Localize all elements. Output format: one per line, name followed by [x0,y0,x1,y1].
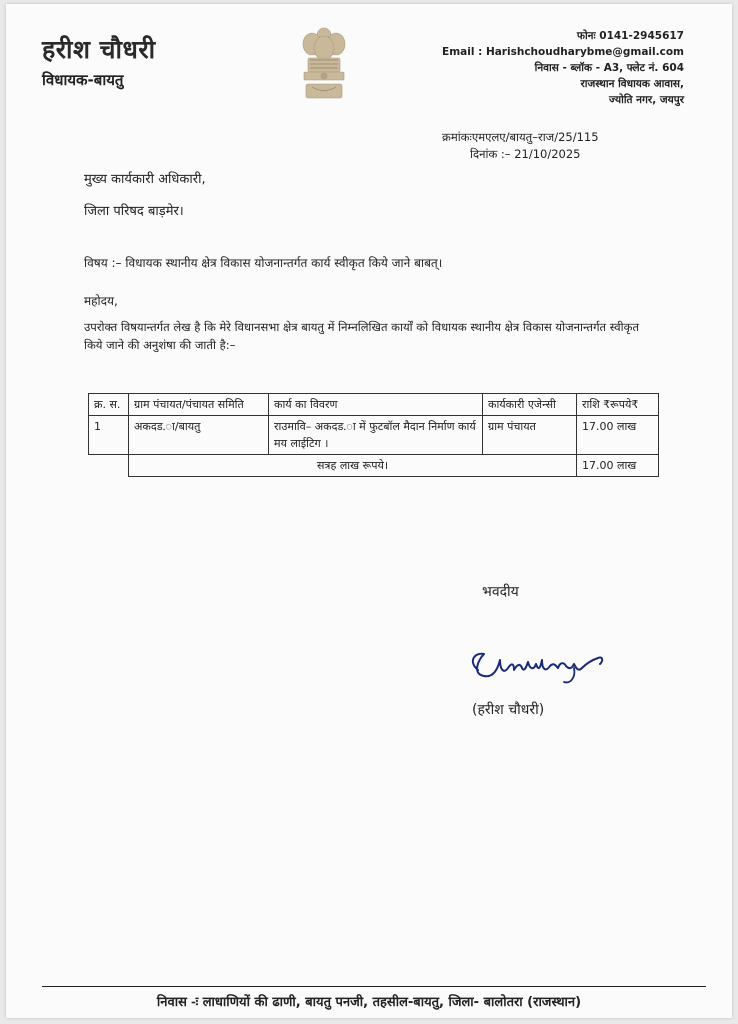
contact-block [442,28,684,108]
total-words: सत्रह लाख रूपये। [129,455,577,477]
footer-address: निवास -ः लाधाणियों की ढाणी, बायतु पनजी, तहसील-बायतु, जिला- बालोतरा (राजस्थान) [156,995,582,1010]
sender-designation: विधायक-बायतु [42,71,124,89]
total-amount: 17.00 लाख [577,455,659,477]
salutation: महोदय, [84,294,118,308]
reference-block [442,129,599,163]
cell-amount: 17.00 लाख [577,416,659,455]
header-work: कार्य का विवरण [269,394,483,416]
table-header-row [89,394,659,416]
contact-residence-line3: ज्योति नगर, जयपुर [609,94,684,106]
header-panchayat: ग्राम पंचायत/पंचायत समिति [129,394,269,416]
addressee-line1: मुख्य कार्यकारी अधिकारी, [84,172,206,187]
closing-regards: भवदीय [482,584,519,600]
cell-agency: ग्राम पंचायत [483,416,577,455]
cell-panchayat: अकदड.ा/बायतु [129,416,269,455]
cell-sno: 1 [89,416,129,455]
reference-number: क्रमांकःएमएलए/बायतु–राज/25/115 [442,130,599,144]
contact-residence-line1: निवास - ब्लॉक - A3, फ्लेट नं. 604 [534,62,684,74]
contact-phone: फोनः 0141-2945617 [576,30,684,42]
state-emblem-icon [294,26,354,102]
table-total-row [89,455,659,477]
subject-line: विषय :– विधायक स्थानीय क्षेत्र विकास योजनान्तर्गत कार्य स्वीकृत किये जाने बाबत्। [84,256,443,270]
addressee-block [84,164,206,228]
header-sno: क्र. स. [89,394,129,416]
sender-name: हरीश चौधरी [42,35,156,64]
signer-name: (हरीश चौधरी) [472,702,545,718]
works-table [88,393,659,477]
body-paragraph: उपरोक्त विषयान्तर्गत लेख है कि मेरे विधानसभा क्षेत्र बायतु में निम्नलिखित कार्यों को विधायक स्थानीय क्षेत्र विकास योजनान्तर्गत स्वीकृत किये जाने की अनुशंषा की जाती है:– [84,320,639,352]
addressee-line2: जिला परिषद बाड़मेर। [84,204,184,219]
letter-page [6,4,732,1018]
contact-email: Email : Harishchoudharybme@gmail.com [442,46,684,58]
handwritten-signature [464,640,614,690]
footer-divider [42,986,706,987]
reference-date: दिनांक :– 21/10/2025 [470,147,581,161]
cell-work: राउमावि– अकदड.ा में फुटबॉल मैदान निर्माण कार्य मय लाईटिग । [269,416,483,455]
header-amount: राशि ₹रूपये₹ [577,394,659,416]
contact-residence-line2: राजस्थान विधायक आवास, [580,78,684,90]
table-row [89,416,659,455]
header-agency: कार्यकारी एजेन्सी [483,394,577,416]
